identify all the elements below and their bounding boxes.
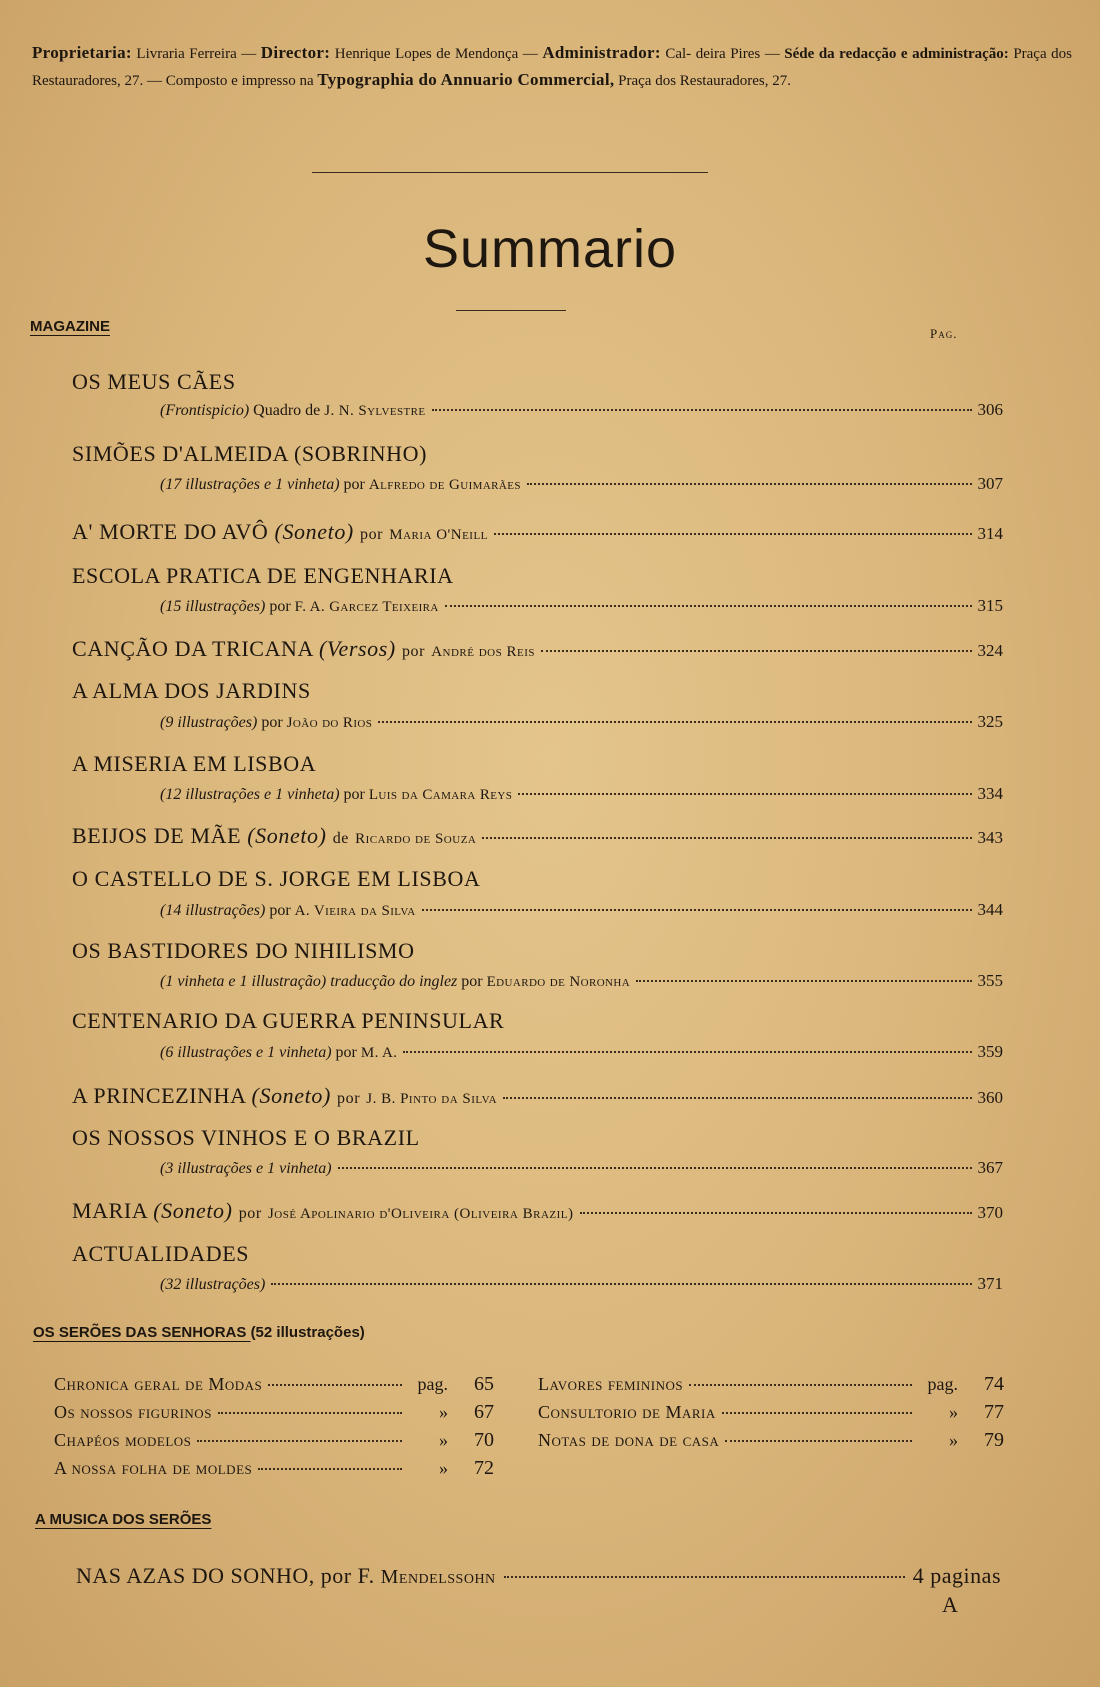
toc-entry-page: 306 [977,400,1003,419]
toc-entry-by: Quadro de [253,402,321,419]
dot-leader [403,1051,971,1053]
dot-leader [494,533,972,535]
seroes-item [538,1401,1004,1424]
toc-entry-by: por [261,714,283,731]
seroes-item-label: Chapéos modelos [54,1430,192,1450]
seroes-item-unit: » [949,1402,958,1422]
toc-entry-author: Maria O'Neill [389,527,488,543]
section-heading-magazine: MAGAZINE [30,318,110,335]
toc-entry-page: 324 [977,641,1003,660]
toc-entry-line [160,1274,1003,1294]
masthead-text: impresso na [241,73,314,89]
toc-entry-title: ACTUALIDADES [72,1241,250,1266]
toc-entry-by: por [269,598,291,615]
dot-leader [197,1440,402,1442]
seroes-item [54,1401,494,1424]
section-heading-musica: A MUSICA DOS SERÕES [35,1511,212,1528]
music-entry [76,1563,1001,1589]
section-heading-text: OS SERÕES DAS SENHORAS [33,1324,247,1341]
seroes-item-label: Chronica geral de Modas [54,1374,263,1394]
dot-leader [503,1097,971,1099]
toc-entry-author: J. B. Pinto da Silva [366,1091,498,1107]
seroes-item [54,1373,494,1396]
section-heading-note: (52 illustrações) [250,1324,365,1341]
toc-entry-author: João do Rios [286,715,373,731]
section-heading-seroes [33,1324,365,1341]
toc-entry-author: Luis da Camara Reys [368,787,513,803]
dot-leader [271,1283,971,1285]
toc-entry-note: (32 illustrações) [160,1276,266,1293]
dot-leader [541,650,972,652]
toc-entry-note: (Versos) [318,636,396,661]
toc-entry-note: (17 illustrações e 1 vinheta) [160,476,340,493]
toc-entry-author: Ricardo de Souza [355,831,477,847]
toc-entry-line [160,784,1003,804]
toc-entry-note: (Soneto) [274,519,354,544]
toc-entry-page: 359 [977,1042,1003,1061]
toc-entry-title-group [72,823,476,849]
toc-entry-title: A' MORTE DO AVÔ [72,519,269,544]
toc-entry-page: 315 [977,596,1003,615]
seroes-item-page: 72 [474,1457,494,1479]
masthead-label: Administrador: [542,43,661,62]
toc-entry-author: Eduardo de Noronha [486,974,631,990]
seroes-item-page: 70 [474,1429,494,1451]
toc-entry-by: por [359,526,384,543]
toc-entry-author: J. N. Sylvestre [324,403,426,419]
toc-entry-title: MARIA [72,1198,148,1223]
toc-entry-by: por [401,643,426,660]
masthead-text: Praça dos Restauradores, 27. — Composto e [32,46,1072,89]
toc-entry-title: ESCOLA PRATICA DE ENGENHARIA [72,563,454,588]
toc-entry-page: 371 [977,1274,1003,1293]
seroes-item-page: 77 [984,1401,1004,1423]
masthead-text: Praça dos Restauradores, 27. [618,73,792,89]
toc-entry-title: A MISERIA EM LISBOA [72,751,317,776]
seroes-item-unit: » [439,1458,448,1478]
seroes-item-unit: pag. [417,1374,448,1394]
masthead-text: deira Pires — [695,46,785,62]
seroes-item [54,1429,494,1452]
dot-leader [722,1412,912,1414]
dot-leader [725,1440,912,1442]
toc-entry-title: OS NOSSOS VINHOS E O BRAZIL [72,1125,420,1150]
divider [456,310,566,311]
seroes-item [538,1429,1004,1452]
toc-entry-title: OS MEUS CÃES [72,369,236,394]
toc-entry-page: 355 [977,971,1003,990]
seroes-item-label: A nossa folha de moldes [54,1458,253,1478]
toc-entry-by: por [335,1044,357,1061]
dot-leader [432,409,972,411]
seroes-item-unit: » [949,1430,958,1450]
masthead-label: Séde da redacção e administração: [784,46,1009,62]
toc-entry-page: 334 [977,784,1003,803]
toc-entry-note: (Frontispicio) [160,402,250,419]
toc-entry-note: (3 illustrações e 1 vinheta) [160,1160,332,1177]
seroes-item-unit: pag. [927,1374,958,1394]
dot-leader [338,1167,972,1169]
music-pages: 4 paginas [912,1563,1001,1588]
dot-leader [268,1384,402,1386]
toc-entry-note: (14 illustrações) [160,902,266,919]
seroes-item-label: Os nossos figurinos [54,1402,212,1422]
toc-entry-note: (12 illustrações e 1 vinheta) [160,786,340,803]
toc-entry-by: por [461,973,483,990]
toc-entry-note: (Soneto) [251,1083,331,1108]
masthead-text: Livraria Ferreira — [136,46,261,62]
toc-entry-title: BEIJOS DE MÃE [72,823,242,848]
toc-entry-line [72,636,1003,662]
toc-entry-page: 343 [977,828,1003,847]
seroes-item-unit: » [439,1430,448,1450]
toc-entry-page: 370 [977,1203,1003,1222]
music-composer: Mendelssohn [380,1566,496,1588]
toc-entry-note: (1 vinheta e 1 illustração) traducção do inglez [160,973,458,990]
toc-entry-by: de [332,830,350,847]
toc-entry-line [160,712,1003,732]
toc-entry-title: OS BASTIDORES DO NIHILISMO [72,938,415,963]
toc-entry-page: 367 [977,1158,1003,1177]
seroes-item [54,1457,494,1480]
toc-entry-page: 344 [977,900,1003,919]
toc-entry-note: (Soneto) [247,823,327,848]
toc-entry-page: 360 [977,1088,1003,1107]
toc-entry-line [160,1158,1003,1178]
toc-entry-title-group [72,1198,574,1224]
toc-entry-title: A PRINCEZINHA [72,1083,246,1108]
toc-entry-line [160,474,1003,494]
toc-entry-title-group [72,1083,497,1109]
music-title: NAS AZAS DO SONHO, por F. [76,1563,375,1588]
music-letter: A [942,1592,958,1617]
toc-entry-note: (Soneto) [153,1198,233,1223]
seroes-item-label: Lavores femininos [538,1374,684,1394]
dot-leader [504,1576,905,1578]
masthead [32,40,1072,94]
seroes-item-page: 74 [984,1373,1004,1395]
seroes-item-page: 67 [474,1401,494,1423]
toc-entry-by: por [337,1090,361,1107]
dot-leader [527,483,972,485]
divider [312,172,708,173]
dot-leader [218,1412,402,1414]
toc-entry-author: F. A. Garcez Teixeira [294,599,439,615]
toc-entry-title: CENTENARIO DA GUERRA PENINSULAR [72,1008,505,1033]
masthead-label: Typographia do Annuario Commercial, [317,70,615,89]
toc-entry-by: por [343,476,365,493]
toc-entry-line [72,823,1003,849]
toc-entry-line [160,971,1003,991]
toc-entry-line [72,1083,1003,1109]
toc-entry-note: (6 illustrações e 1 vinheta) [160,1044,332,1061]
dot-leader [422,909,972,911]
toc-entry-line [160,1042,1003,1062]
toc-entry-note: (15 illustrações) [160,598,266,615]
toc-entry-title: CANÇÃO DA TRICANA [72,636,313,661]
dot-leader [258,1468,402,1470]
dot-leader [580,1212,972,1214]
masthead-text: Cal- [665,46,692,62]
dot-leader [482,837,971,839]
dot-leader [689,1384,912,1386]
seroes-item-label: Consultorio de Maria [538,1402,716,1422]
toc-entry-title: SIMÕES D'ALMEIDA (SOBRINHO) [72,441,428,466]
toc-entry-line [72,1198,1003,1224]
toc-entry-line [160,400,1003,420]
masthead-label: Proprietaria: [32,43,132,62]
masthead-text: Henrique Lopes de Mendonça — [334,46,543,62]
toc-entry-author: André dos Reis [431,644,535,660]
toc-entry-author: Alfredo de Guimarães [368,477,521,493]
seroes-item-unit: » [439,1402,448,1422]
seroes-item [538,1373,1004,1396]
dot-leader [445,605,972,607]
toc-entry-author: José Apolinario d'Oliveira (Oliveira Brazil) [267,1206,574,1222]
toc-entry-line [160,900,1003,920]
seroes-item-page: 79 [984,1429,1004,1451]
toc-entry-line [72,519,1003,545]
toc-entry-title-group [72,636,535,662]
toc-entry-page: 314 [977,524,1003,543]
page-title: Summario [422,219,678,279]
toc-entry-title-group [72,519,488,545]
toc-entry-note: (9 illustrações) [160,714,258,731]
toc-entry-by: por [238,1205,262,1222]
toc-entry-by: por [343,786,365,803]
seroes-item-label: Notas de dona de casa [538,1430,720,1450]
toc-entry-author: M. A. [360,1045,398,1061]
dot-leader [378,721,971,723]
masthead-label: Director: [260,43,331,62]
toc-entry-line [160,596,1003,616]
toc-entry-title: A ALMA DOS JARDINS [72,678,311,703]
seroes-item-page: 65 [474,1373,494,1395]
toc-entry-page: 307 [977,474,1003,493]
dot-leader [518,793,971,795]
dot-leader [636,980,971,982]
toc-entry-title: O CASTELLO DE S. JORGE EM LISBOA [72,866,481,891]
toc-entry-author: A. Vieira da Silva [294,903,416,919]
toc-entry-by: por [269,902,291,919]
toc-entry-page: 325 [977,712,1003,731]
page-column-heading: Pag. [930,326,958,341]
